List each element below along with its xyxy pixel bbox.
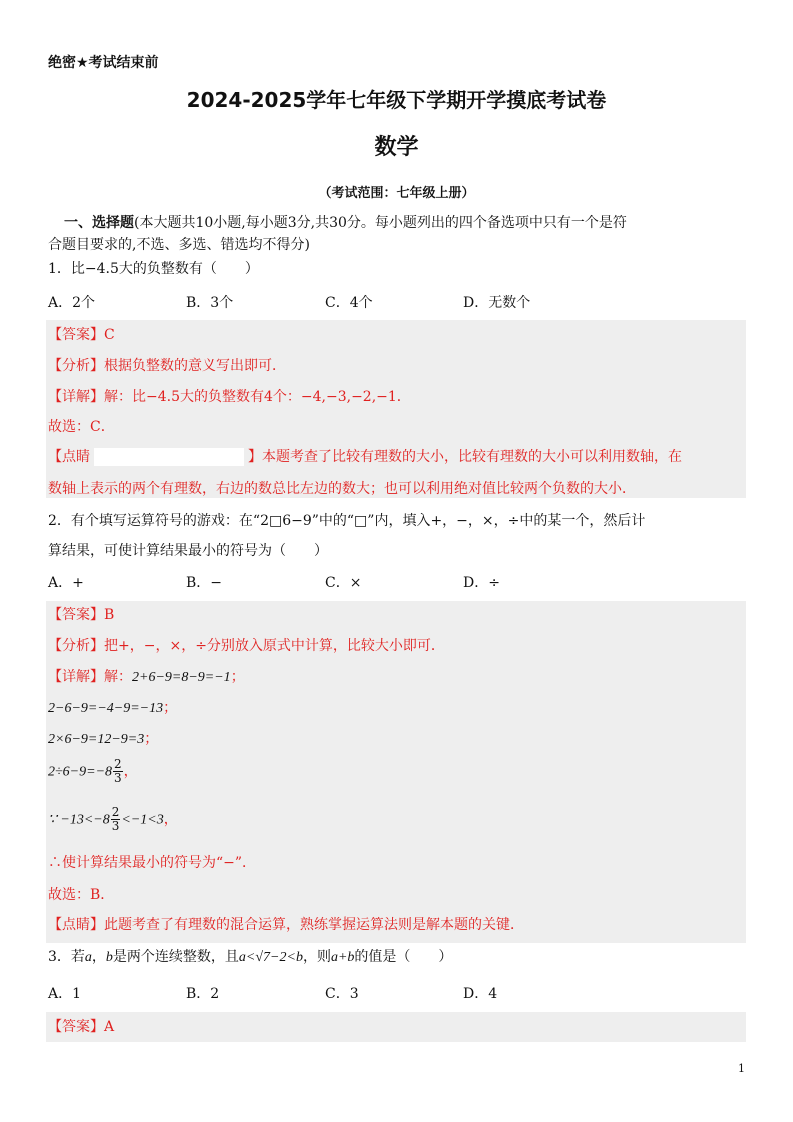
redaction-box	[94, 448, 244, 466]
q1-conclusion: 故选：C．	[48, 419, 115, 435]
q3-option-b: B．2	[186, 986, 220, 1002]
fraction: $\frac{2}{3}$	[114, 757, 122, 785]
q2-detail-line1: 【详解】解：2+6−9=8−9=−1；	[48, 669, 245, 685]
page-number: 1	[738, 1062, 745, 1075]
q3-option-d: D．4	[463, 986, 498, 1002]
q2-option-d: D．÷	[463, 575, 500, 591]
q2-option-c: C．×	[325, 575, 362, 591]
section-heading: 一、选择题	[64, 215, 134, 231]
subject-title: 数学	[374, 135, 419, 160]
q3-solution-box	[46, 1012, 746, 1042]
q1-detail: 【详解】解：比−4.5大的负整数有4个：−4,−3,−2,−1．	[48, 389, 411, 405]
q1-comment-line2: 数轴上表示的两个有理数，右边的数总比左边的数大；也可以利用绝对值比较两个负数的大小．	[48, 481, 636, 497]
q2-therefore: ∴使计算结果最小的符号为“−”．	[48, 855, 257, 871]
section-description-line2: 合题目要求的,不选、多选、错选均不得分)	[48, 237, 310, 253]
q3-answer: 【答案】A	[48, 1019, 115, 1035]
question-1-stem: 1．比−4.5大的负整数有（ ）	[48, 261, 259, 277]
q1-option-d: D．无数个	[463, 295, 531, 311]
q1-comment-line1: 【点睛 】本题考查了比较有理数的大小，比较有理数的大小可以利用数轴，在	[48, 449, 682, 465]
confidential-label: 绝密★考试结束前	[48, 55, 159, 71]
section-description-line1: 一、选择题(本大题共10小题,每小题3分,共30分。每小题列出的四个备选项中只有一个是符	[64, 215, 627, 231]
q2-option-b: B．−	[186, 575, 223, 591]
q1-option-a: A．2个	[48, 295, 96, 311]
q1-solution-box	[46, 320, 746, 498]
q2-conclusion: 故选：B．	[48, 887, 115, 903]
question-3-stem: 3．若a，b是两个连续整数，且a<√7−2<b，则a+b的值是（ ）	[48, 949, 453, 965]
q2-detail-line2: 2−6−9=−4−9=−13；	[48, 700, 178, 716]
q1-analysis: 【分析】根据负整数的意义写出即可．	[48, 358, 286, 374]
q1-option-c: C．4个	[325, 295, 373, 311]
q2-answer: 【答案】B	[48, 607, 115, 623]
q2-comment: 【点睛】此题考查了有理数的混合运算，熟练掌握运算法则是解本题的关键．	[48, 917, 524, 933]
q1-answer: 【答案】C	[48, 327, 115, 343]
q2-analysis: 【分析】把+，−，×，÷分别放入原式中计算，比较大小即可．	[48, 638, 445, 654]
question-2-stem-line2: 算结果，可使计算结果最小的符号为（ ）	[48, 543, 328, 559]
q2-inequality: ∵ −13<−8 $\frac{2}{3}$ <−1<3，	[48, 805, 178, 833]
q2-detail-line3: 2×6−9=12−9=3；	[48, 731, 159, 747]
question-2-stem-line1: 2．有个填写运算符号的游戏：在“2□6−9”中的“□”内，填入+，−，×，÷中的某一个，然后计	[48, 513, 646, 529]
exam-scope: （考试范围：七年级上册）	[318, 186, 475, 201]
q2-detail-line4: 2÷6−9=−8 $\frac{2}{3}$ ，	[48, 757, 138, 785]
q2-option-a: A．+	[48, 575, 84, 591]
q3-option-c: C．3	[325, 986, 359, 1002]
q3-option-a: A．1	[48, 986, 82, 1002]
fraction: $\frac{2}{3}$	[111, 805, 120, 833]
exam-title: 2024-2025学年七年级下学期开学摸底考试卷	[186, 88, 607, 112]
q1-option-b: B．3个	[186, 295, 234, 311]
